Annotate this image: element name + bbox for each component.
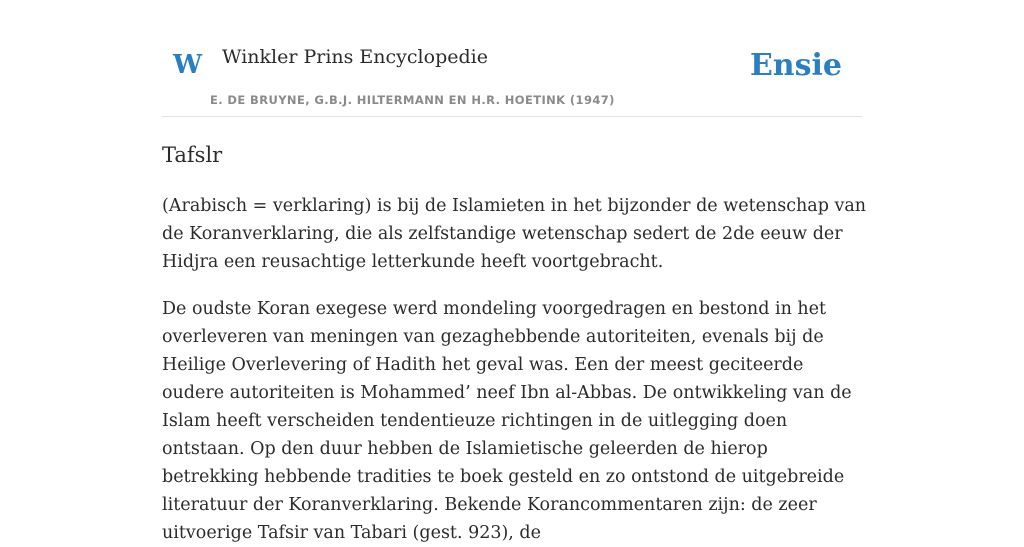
article-title: Tafslr xyxy=(162,143,223,167)
site-title[interactable]: Winkler Prins Encyclopedie xyxy=(222,46,488,68)
site-logo-w[interactable]: W xyxy=(173,50,203,80)
brand-logo-ensie[interactable]: Ensie xyxy=(749,48,842,83)
article-paragraph: (Arabisch = verklaring) is bij de Islamieten in het bijzonder de wetenschap van de Koranverklaring, die als zelfstandige wetenschap sedert de 2de eeuw der Hidjra een reusachtige letterkunde heeft voortgebracht. xyxy=(162,196,867,272)
article-paragraph: De oudste Koran exegese werd mondeling voorgedragen en bestond in het overleveren van meningen van gezaghebbende autoriteiten, evenals bij de Heilige Overlevering of Hadith het geval was. Een der meest geciteerde oudere autoriteiten is Mohammed’ neef Ibn al-Abbas. De ontwikkeling van de Islam heeft verscheiden tendentieuze richtingen in de uitlegging doen ontstaan. Op den duur hebben de Islamietische geleerden de hierop betrekking hebbende tradities te boek gesteld en zo ontstond de uitgebreide literatuur der Koranverklaring. Bekende Korancommentaren zijn: de zeer uitvoerige Tafsir van Tabari (gest. 923), de xyxy=(162,299,852,543)
article-content xyxy=(162,140,867,547)
site-authors: E. DE BRUYNE, G.B.J. HILTERMANN EN H.R. HOETINK (1947) xyxy=(210,93,615,107)
site-header xyxy=(162,0,862,117)
